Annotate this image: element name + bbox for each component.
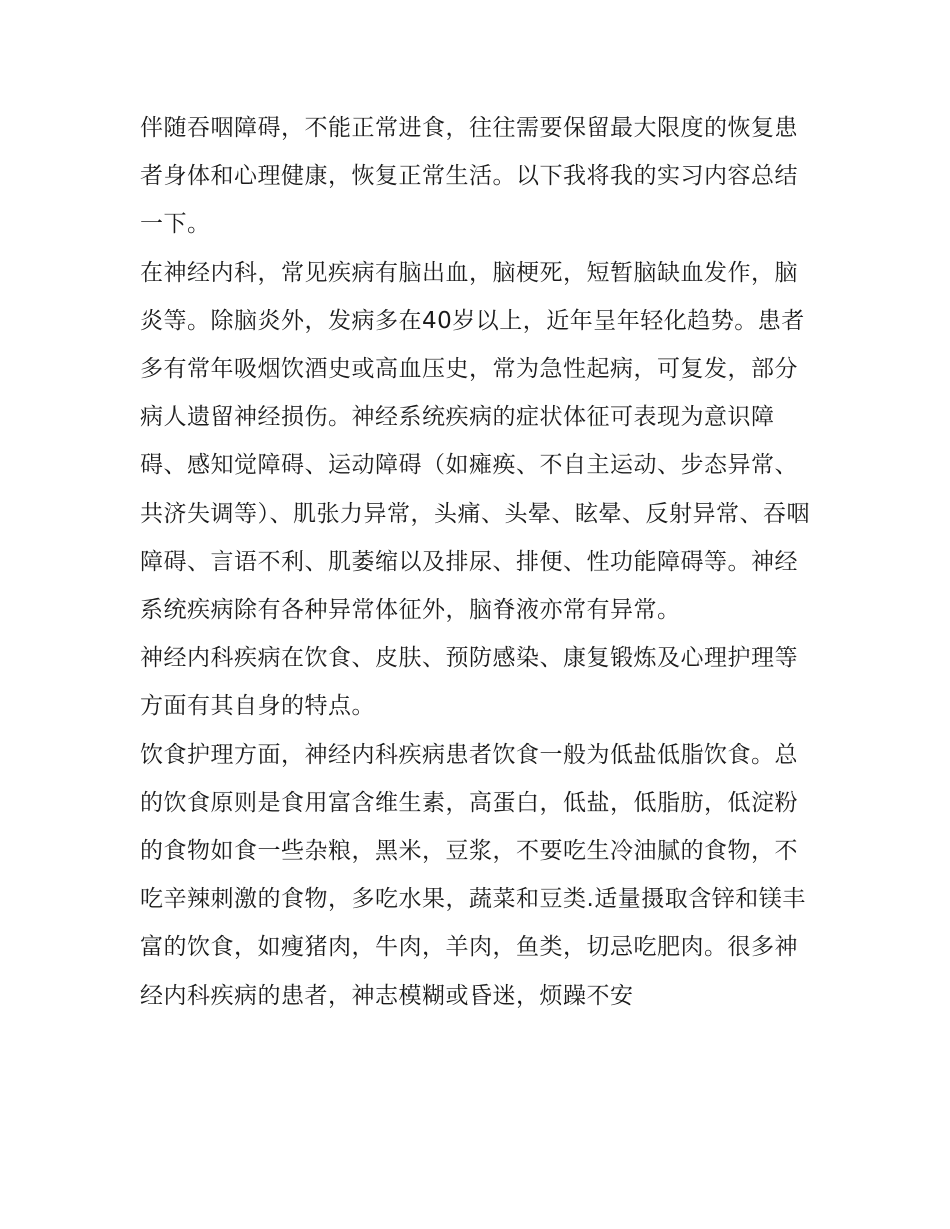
paragraph-diet-care: 饮食护理方面，神经内科疾病患者饮食一般为低盐低脂饮食。总的饮食原则是食用富含维生素，高蛋白，低盐，低脂肪，低淀粉的食物如食一些杂粮，黑米，豆浆，不要吃生冷油腻的食物，不吃辛辣刺激的食物，多吃水果，蔬菜和豆类.适量摄取含锌和镁丰富的饮食，如瘦猪肉，牛肉，羊肉，鱼类，切忌吃肥肉。很多神经内科疾病的患者，神志模糊或昏迷，烦躁不安 (140, 741, 806, 1009)
paragraph-common-diseases: 在神经内科，常见疾病有脑出血，脑梗死，短暂脑缺血发作，脑炎等。除脑炎外，发病多在40岁以上，近年呈年轻化趋势。患者多有常年吸烟饮酒史或高血压史，常为急性起病，可复发，部分病人遗留神经损伤。神经系统疾病的症状体征可表现为意识障碍、感知觉障碍、运动障碍（如瘫痪、不自主运动、步态异常、共济失调等）、肌张力异常，头痛、头晕、眩晕、反射异常、吞咽障碍、言语不利、肌萎缩以及排尿、排便、性功能障碍等。神经系统疾病除有各种异常体征外，脑脊液亦常有异常。 (140, 259, 810, 624)
paragraph-care-characteristics: 神经内科疾病在饮食、皮肤、预防感染、康复锻炼及心理护理等方面有其自身的特点。 (140, 645, 798, 720)
document-body (140, 104, 812, 1020)
paragraph-intro-summary: 伴随吞咽障碍，不能正常进食，往往需要保留最大限度的恢复患者身体和心理健康，恢复正常生活。以下我将我的实习内容总结一下。 (140, 115, 798, 238)
